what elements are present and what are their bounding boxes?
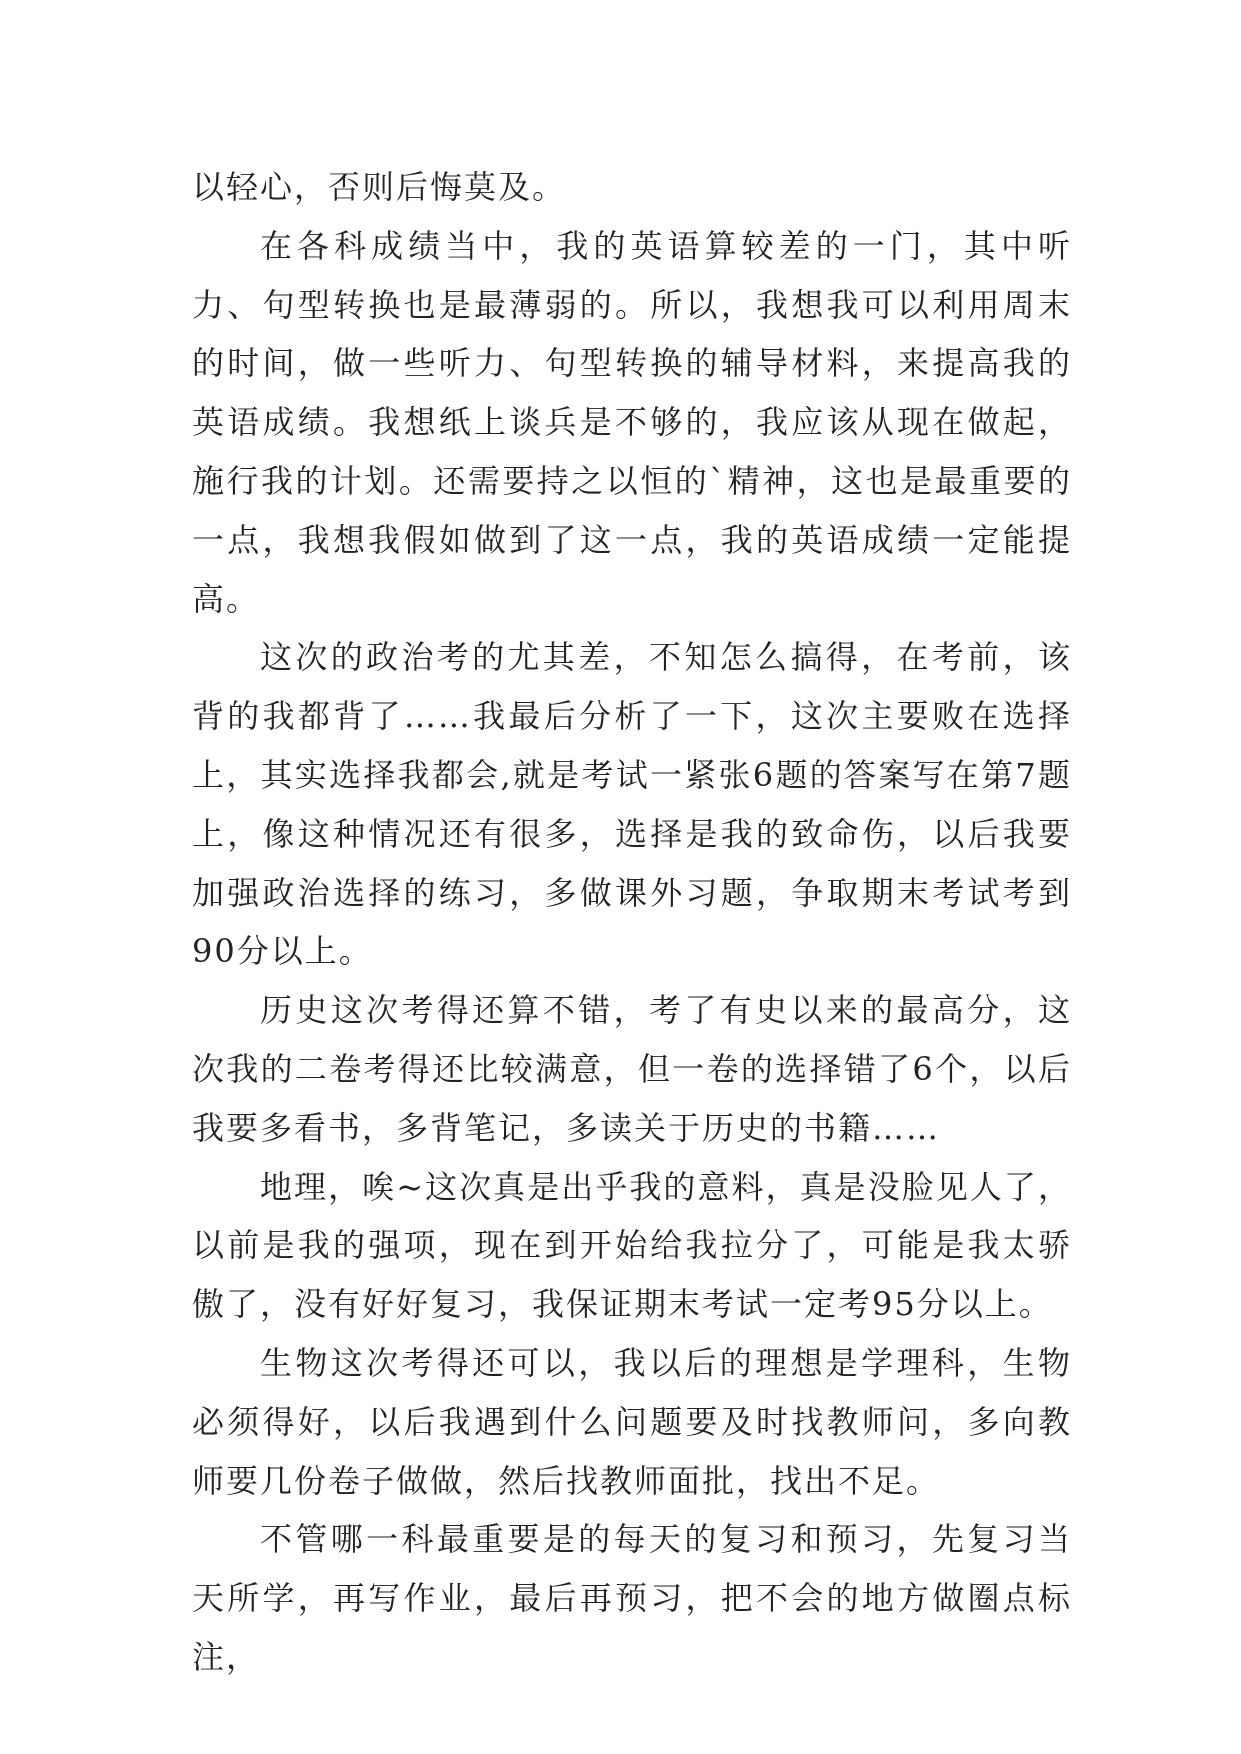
paragraph-5: 地理，唉~这次真是出乎我的意料，真是没脸见人了，以前是我的强项，现在到开始给我拉分了，可能是我太骄傲了，没有好好复习，我保证期末考试一定考95分以上。 — [192, 1167, 1072, 1324]
paragraph-4: 历史这次考得还算不错，考了有史以来的最高分，这次我的二卷考得还比较满意，但一卷的选择错了6个，以后我要多看书，多背笔记，多读关于历史的书籍…… — [192, 991, 1072, 1147]
paragraph-1: 以轻心，否则后悔莫及。 — [192, 168, 567, 206]
document-body — [192, 158, 1072, 1687]
paragraph-7: 不管哪一科最重要是的每天的复习和预习，先复习当天所学，再写作业，最后再预习，把不会的地方做圈点标注， — [192, 1520, 1072, 1676]
paragraph-2: 在各科成绩当中，我的英语算较差的一门，其中听力、句型转换也是最薄弱的。所以，我想我可以利用周末的时间，做一些听力、句型转换的辅导材料，来提高我的英语成绩。我想纸上谈兵是不够的，我应该从现在做起，施行我的计划。还需要持之以恒的`精神，这也是最重要的一点，我想我假如做到了这一点，我的英语成绩一定能提高。 — [192, 226, 1072, 618]
paragraph-3: 这次的政治考的尤其差，不知怎么搞得，在考前，该背的我都背了……我最后分析了一下，这次主要败在选择上，其实选择我都会,就是考试一紧张6题的答案写在第7题上，像这种情况还有很多，选择是我的致命伤，以后我要加强政治选择的练习，多做课外习题，争取期末考试考到90分以上。 — [192, 638, 1072, 971]
paragraph-6: 生物这次考得还可以，我以后的理想是学理科，生物必须得好，以后我遇到什么问题要及时找教师问，多向教师要几份卷子做做，然后找教师面批，找出不足。 — [192, 1343, 1072, 1500]
